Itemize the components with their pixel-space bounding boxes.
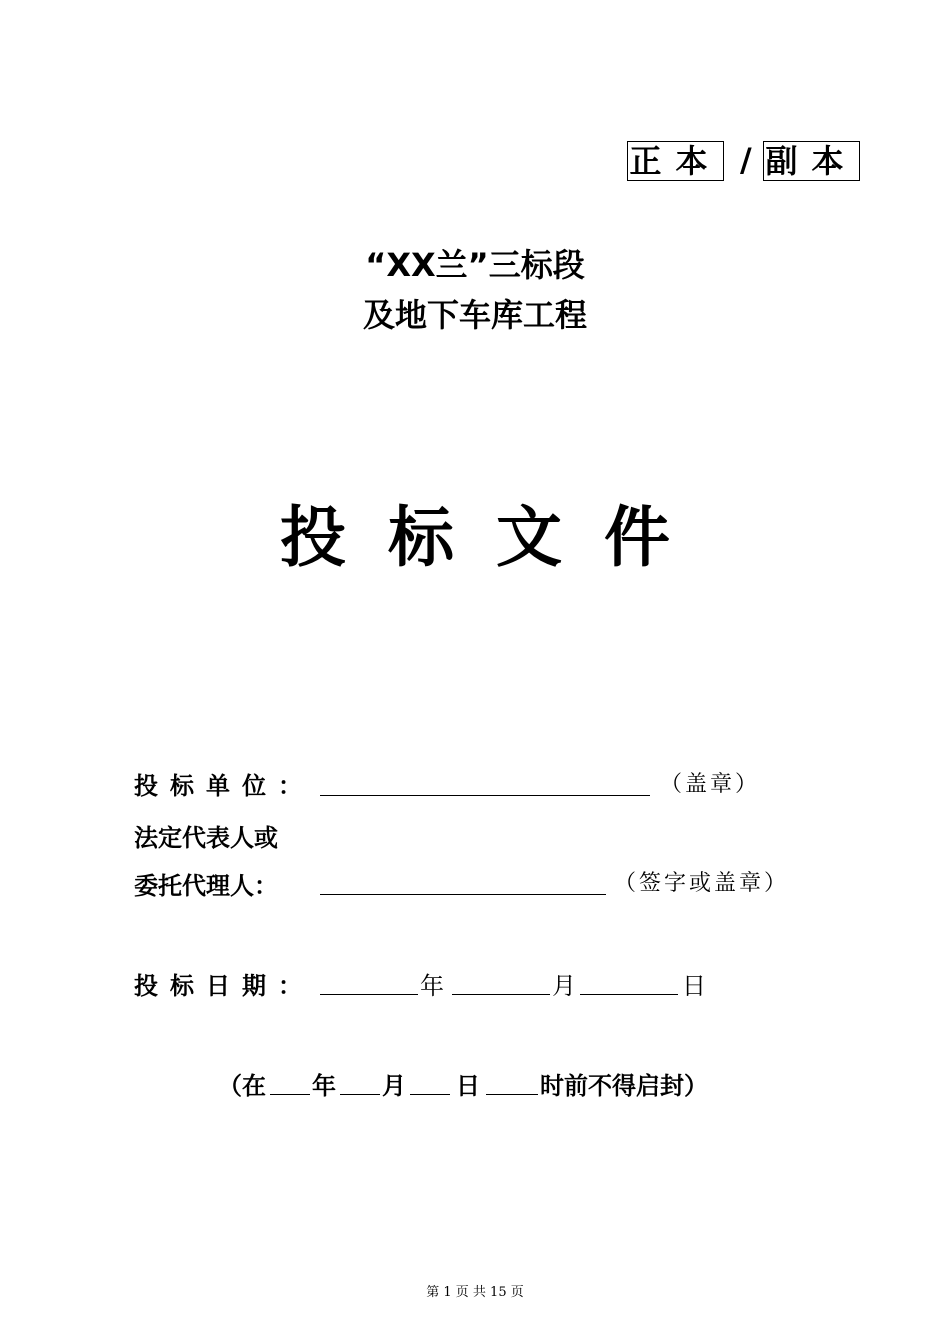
representative-label-line-2: 委托代理人：: [134, 872, 278, 900]
duplicate-copy-box: 副本: [763, 141, 860, 181]
seal-year-blank: [270, 1094, 310, 1095]
bid-day-blank: [580, 994, 678, 995]
seal-year-label: 年: [312, 1072, 336, 1100]
bid-year-blank: [320, 994, 418, 995]
seal-day-label: 日: [456, 1072, 480, 1100]
page-footer: 第 1 页 共 15 页: [426, 1285, 524, 1300]
bidder-label: 投标单位：: [134, 772, 314, 800]
representative-blank-line: [320, 894, 606, 895]
original-copy-box: 正本: [627, 141, 724, 181]
seal-month-label: 月: [382, 1072, 406, 1100]
document-title: 投标文件: [280, 499, 712, 576]
bid-year-label: 年: [420, 972, 444, 1000]
seal-month-blank: [340, 1094, 380, 1095]
representative-sign-note: （签字或盖章）: [614, 871, 790, 896]
bidder-seal-note: （盖章）: [660, 772, 761, 797]
representative-label-line-1: 法定代表人或: [134, 824, 278, 852]
bid-day-label: 日: [682, 972, 706, 1000]
seal-note-tail: 时前不得启封）: [540, 1072, 708, 1100]
bid-month-blank: [452, 994, 550, 995]
bidder-blank-line: [320, 795, 650, 796]
project-title-line-2: 及地下车库工程: [362, 296, 587, 334]
seal-note-open: （在: [218, 1072, 266, 1100]
copy-separator: /: [740, 141, 752, 179]
bid-month-label: 月: [552, 972, 576, 1000]
bid-date-label: 投标日期：: [134, 972, 314, 1000]
seal-day-blank: [410, 1094, 450, 1095]
project-title-line-1: “XX兰”三标段: [365, 246, 585, 284]
seal-hour-blank: [486, 1094, 538, 1095]
